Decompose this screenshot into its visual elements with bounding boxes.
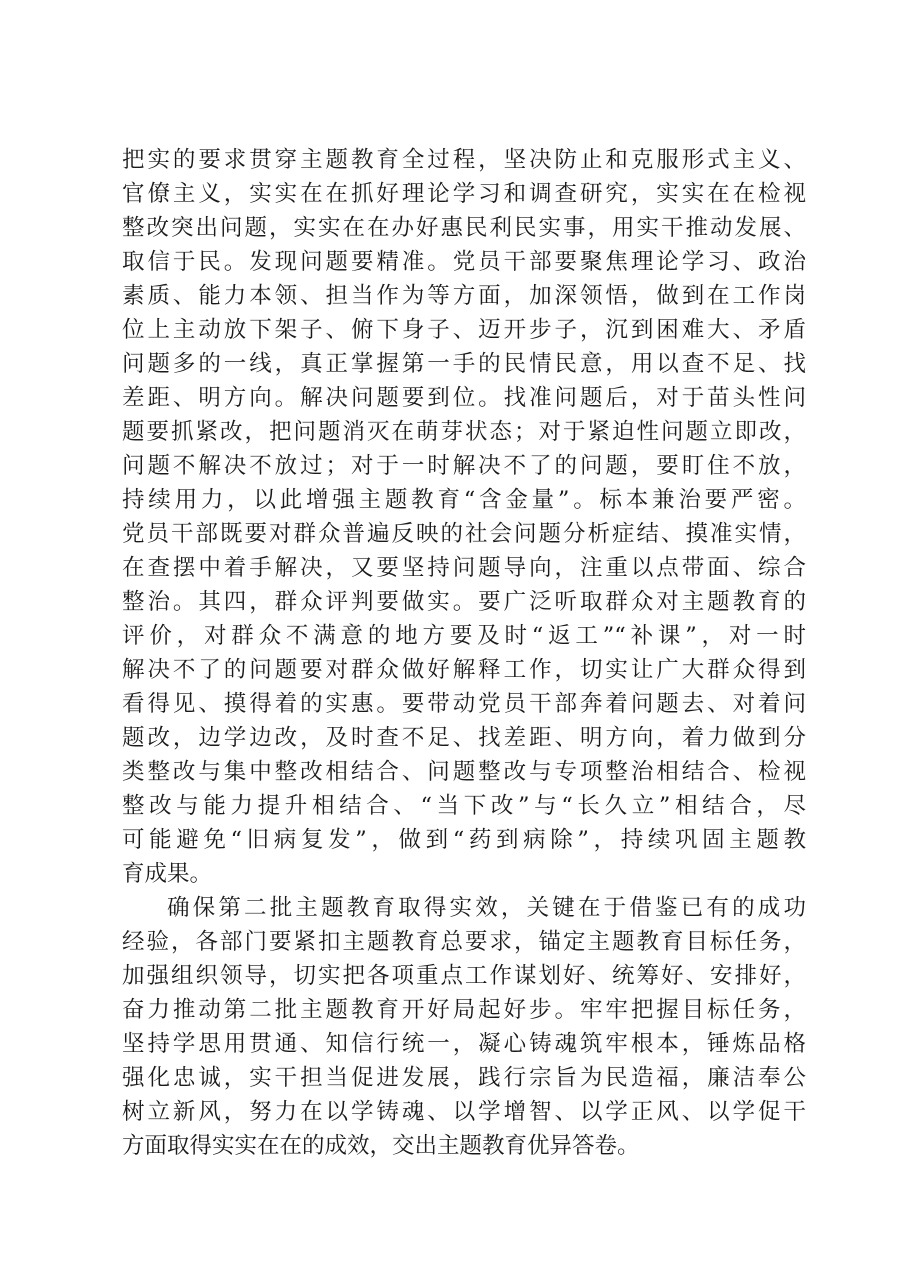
text-line: 党员干部既要对群众普遍反映的社会问题分析症结、摸准实情，	[122, 521, 806, 547]
text-line-paragraph-end: 方面取得实实在在的成效，交出主题教育优异答卷。	[122, 1133, 640, 1159]
text-line: 整改与能力提升相结合、“当下改”与“长久立”相结合，尽	[122, 793, 806, 819]
text-line: 整治。其四，群众评判要做实。要广泛听取群众对主题教育的	[122, 589, 806, 615]
text-line: 题要抓紧改，把问题消灭在萌芽状态；对于紧迫性问题立即改，	[122, 419, 806, 445]
text-line: 坚持学思用贯通、知信行统一，凝心铸魂筑牢根本，锤炼品格	[122, 1031, 806, 1057]
text-line: 问题多的一线，真正掌握第一手的民情民意，用以查不足、找	[122, 351, 806, 377]
text-line: 题改，边学边改，及时查不足、找差距、明方向，着力做到分	[122, 725, 806, 751]
text-line: 问题不解决不放过；对于一时解决不了的问题，要盯住不放，	[122, 453, 806, 479]
text-line: 位上主动放下架子、俯下身子、迈开步子，沉到困难大、矛盾	[122, 317, 806, 343]
text-line-paragraph-start: 确保第二批主题教育取得实效，关键在于借鉴已有的成功	[167, 895, 806, 921]
text-line: 奋力推动第二批主题教育开好局起好步。牢牢把握目标任务，	[122, 997, 806, 1023]
text-line: 整改突出问题，实实在在办好惠民利民实事，用实干推动发展、	[122, 215, 806, 241]
text-line: 强化忠诚，实干担当促进发展，践行宗旨为民造福，廉洁奉公	[122, 1065, 806, 1091]
text-line: 类整改与集中整改相结合、问题整改与专项整治相结合、检视	[122, 759, 806, 785]
text-line: 持续用力，以此增强主题教育“含金量”。标本兼治要严密。	[122, 487, 806, 513]
text-line: 可能避免“旧病复发”，做到“药到病除”，持续巩固主题教	[122, 827, 806, 853]
text-line: 看得见、摸得着的实惠。要带动党员干部奔着问题去、对着问	[122, 691, 806, 717]
text-line: 官僚主义，实实在在抓好理论学习和调查研究，实实在在检视	[122, 181, 806, 207]
text-line-paragraph-end: 育成果。	[122, 861, 213, 887]
text-line: 差距、明方向。解决问题要到位。找准问题后，对于苗头性问	[122, 385, 806, 411]
text-line: 取信于民。发现问题要精准。党员干部要聚焦理论学习、政治	[122, 249, 806, 275]
text-line: 把实的要求贯穿主题教育全过程，坚决防止和克服形式主义、	[122, 147, 806, 173]
text-line: 评价，对群众不满意的地方要及时“返工”“补课”，对一时	[122, 623, 806, 649]
text-line: 加强组织领导，切实把各项重点工作谋划好、统筹好、安排好，	[122, 963, 806, 989]
text-line: 解决不了的问题要对群众做好解释工作，切实让广大群众得到	[122, 657, 806, 683]
text-line: 素质、能力本领、担当作为等方面，加深领悟，做到在工作岗	[122, 283, 806, 309]
text-line: 经验，各部门要紧扣主题教育总要求，锚定主题教育目标任务，	[122, 929, 806, 955]
body-text	[122, 143, 806, 1163]
text-line: 树立新风，努力在以学铸魂、以学增智、以学正风、以学促干	[122, 1099, 806, 1125]
text-line: 在查摆中着手解决，又要坚持问题导向，注重以点带面、综合	[122, 555, 806, 581]
